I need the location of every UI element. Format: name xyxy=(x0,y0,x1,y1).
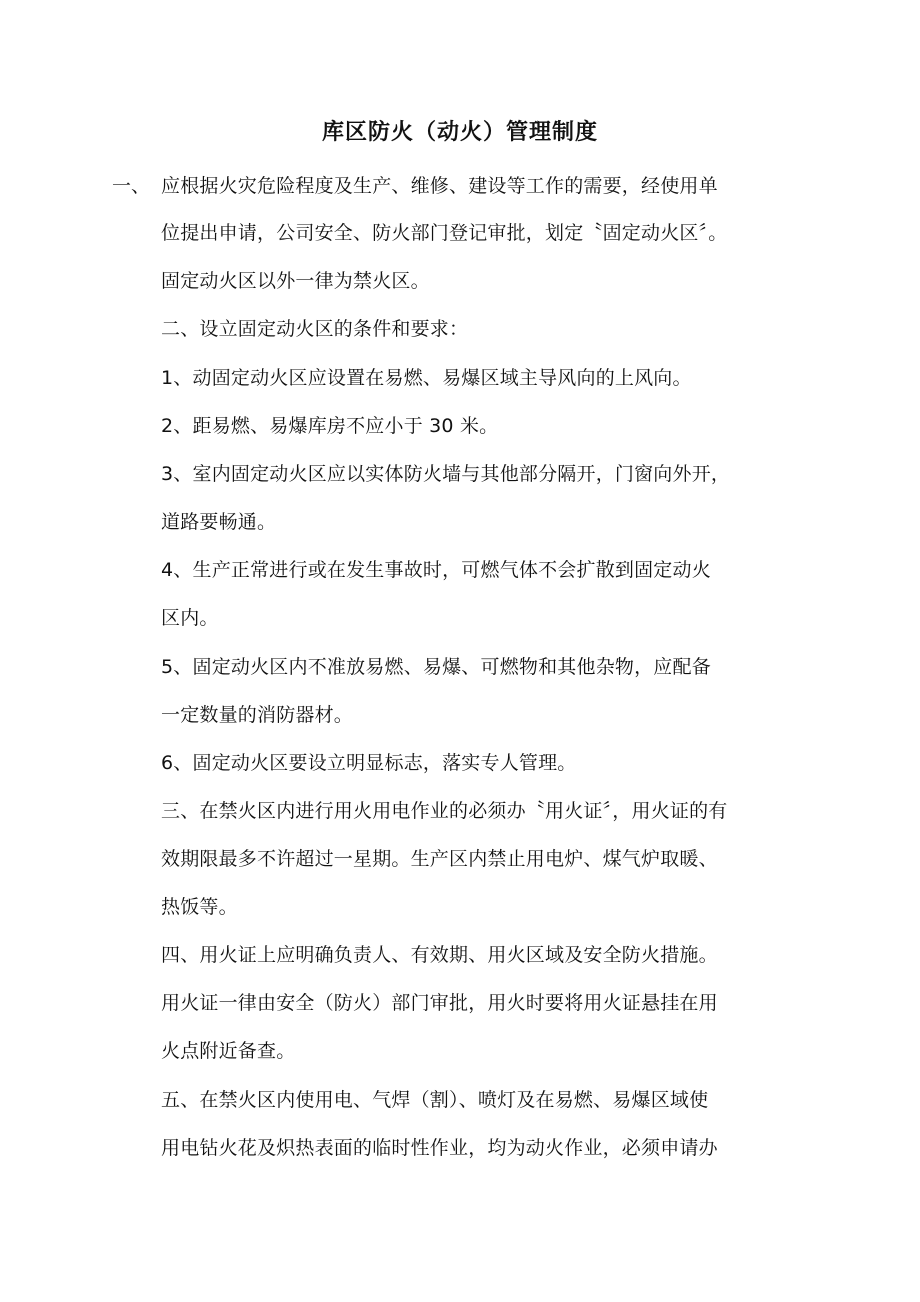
list-item: 4、生产正常进行或在发生事故时，可燃气体不会扩散到固定动火 xyxy=(161,559,711,581)
list-item: 3、室内固定动火区应以实体防火墙与其他部分隔开，门窗向外开， xyxy=(161,463,731,485)
list-item: 6、固定动火区要设立明显标志，落实专人管理。 xyxy=(161,752,577,774)
list-item: 1、动固定动火区应设置在易燃、易爆区域主导风向的上风向。 xyxy=(161,367,692,389)
body-line: 应根据火灾危险程度及生产、维修、建设等工作的需要，经使用单 xyxy=(161,175,718,197)
list-item-continuation: 一定数量的消防器材。 xyxy=(161,704,354,726)
body-line: 固定动火区以外一律为禁火区。 xyxy=(161,270,430,292)
list-item-continuation: 区内。 xyxy=(161,607,219,629)
section-one-marker: 一、 xyxy=(112,175,151,197)
list-item: 2、距易燃、易爆库房不应小于 30 米。 xyxy=(161,415,499,437)
section-paragraph: 热饭等。 xyxy=(161,896,238,918)
section-paragraph: 火点附近备查。 xyxy=(161,1040,296,1062)
body-line: 位提出申请，公司安全、防火部门登记审批，划定〝固定动火区〞。 xyxy=(161,222,728,244)
list-item: 5、固定动火区内不准放易燃、易爆、可燃物和其他杂物，应配备 xyxy=(161,656,711,678)
list-item-continuation: 道路要畅通。 xyxy=(161,511,277,533)
section-paragraph: 效期限最多不许超过一星期。生产区内禁止用电炉、煤气炉取暖、 xyxy=(161,848,718,870)
section-paragraph: 用火证一律由安全（防火）部门审批，用火时要将用火证悬挂在用 xyxy=(161,992,718,1014)
section-paragraph: 用电钻火花及炽热表面的临时性作业，均为动火作业，必须申请办 xyxy=(161,1137,718,1159)
section-paragraph: 四、用火证上应明确负责人、有效期、用火区域及安全防火措施。 xyxy=(161,944,718,966)
document-title: 库区防火（动火）管理制度 xyxy=(321,120,598,145)
section-paragraph: 三、在禁火区内进行用火用电作业的必须办〝用火证〞，用火证的有 xyxy=(161,800,728,822)
section-paragraph: 五、在禁火区内使用电、气焊（割）、喷灯及在易燃、易爆区域使 xyxy=(161,1089,709,1111)
section-heading: 二、设立固定动火区的条件和要求： xyxy=(161,318,469,340)
